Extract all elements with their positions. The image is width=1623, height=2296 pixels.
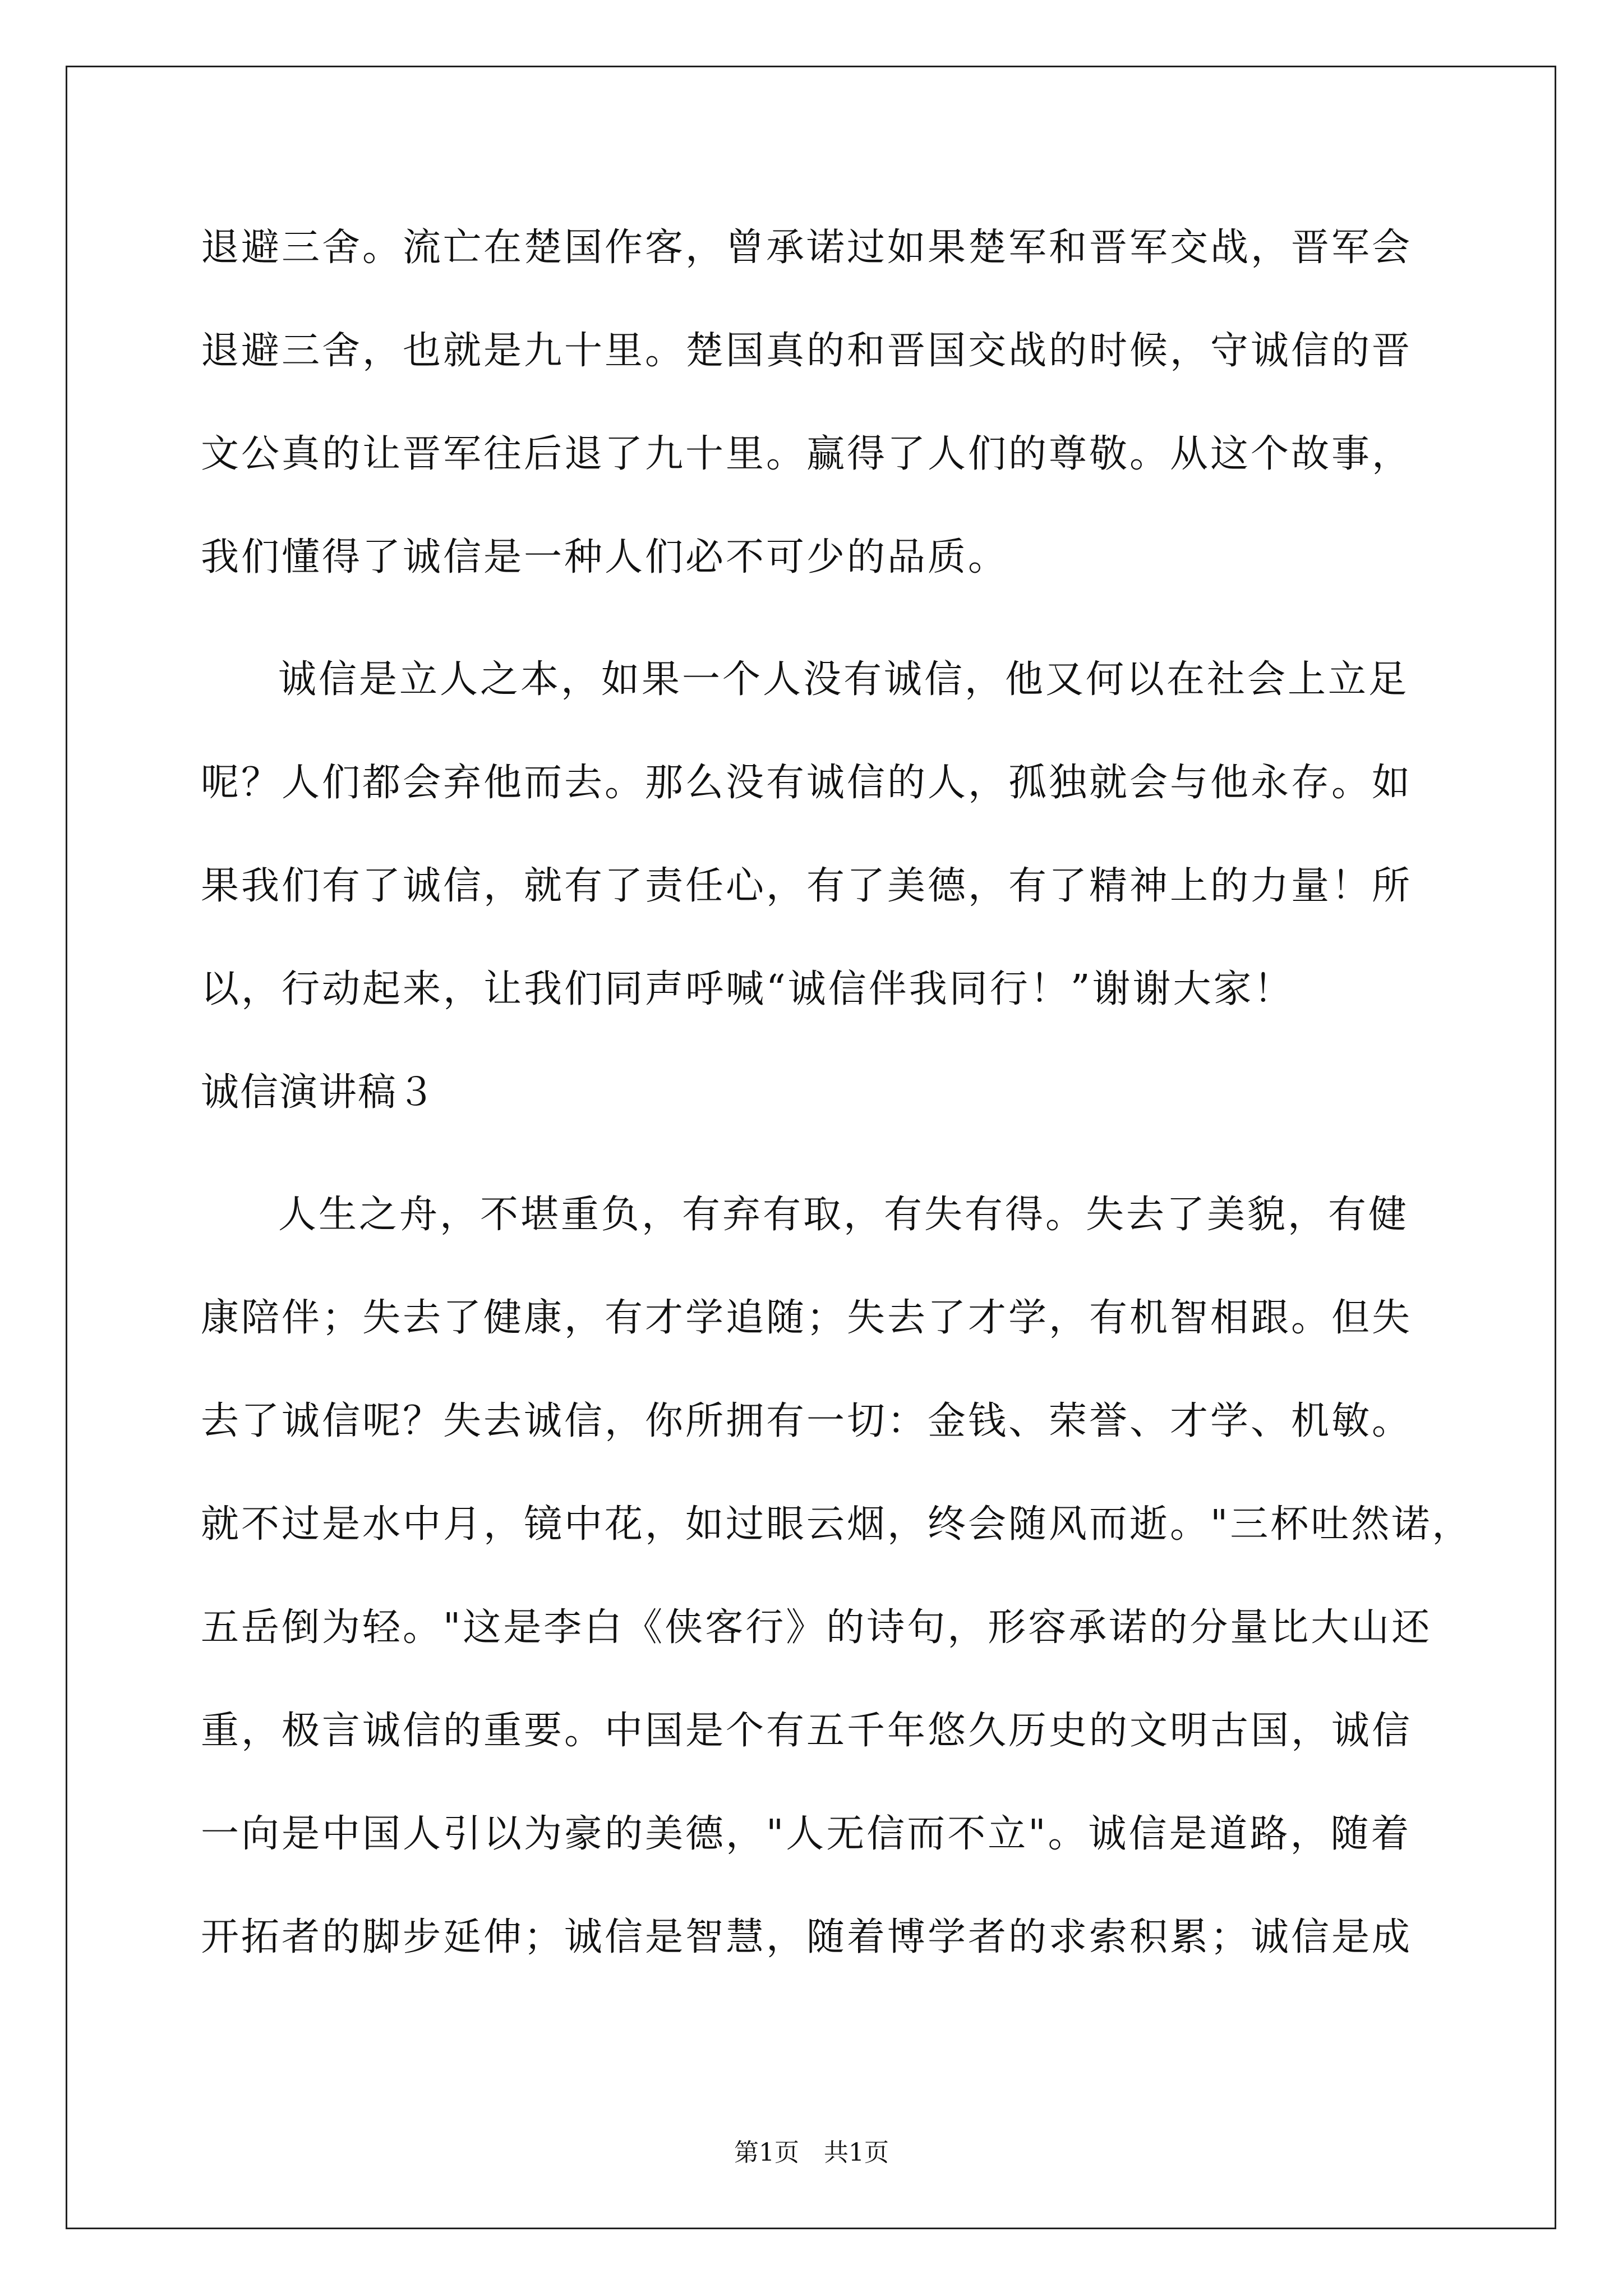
text-line: 一向是中国人引以为豪的美德，"人无信而不立"。诚信是道路，随着 — [201, 1812, 1412, 1856]
text-line: 去了诚信呢？失去诚信，你所拥有一切：金钱、荣誉、才学、机敏。 — [201, 1399, 1413, 1443]
text-line: 重，极言诚信的重要。中国是个有五千年悠久历史的文明古国，诚信 — [201, 1709, 1413, 1753]
text-line: 我们懂得了诚信是一种人们必不可少的品质。 — [201, 535, 1009, 579]
text-line: 就不过是水中月，镜中花，如过眼云烟，终会随风而逝。"三杯吐然诺， — [201, 1502, 1473, 1547]
text-line: 开拓者的脚步延伸；诚信是智慧，随着博学者的求索积累；诚信是成 — [201, 1915, 1413, 1959]
text-line: 呢？人们都会弃他而去。那么没有诚信的人，孤独就会与他永存。如 — [201, 761, 1413, 805]
paragraph-start-line: 人生之舟，不堪重负，有弃有取，有失有得。失去了美貌，有健 — [278, 1193, 1409, 1237]
section-heading: 诚信演讲稿３ — [201, 1070, 437, 1115]
page-border — [66, 66, 1556, 2229]
text-line: 退避三舍。流亡在楚国作客，曾承诺过如果楚军和晋军交战，晋军会 — [201, 226, 1413, 270]
text-line: 康陪伴；失去了健康，有才学追随；失去了才学，有机智相跟。但失 — [201, 1296, 1413, 1340]
text-line: 五岳倒为轻。"这是李白《侠客行》的诗句，形容承诺的分量比大山还 — [201, 1605, 1432, 1650]
page-number: 第1页 共1页 — [734, 2138, 889, 2167]
text-line: 文公真的让晋军往后退了九十里。赢得了人们的尊敬。从这个故事， — [201, 432, 1413, 476]
paragraph-start-line: 诚信是立人之本，如果一个人没有诚信，他又何以在社会上立足 — [278, 657, 1409, 702]
text-line: 以，行动起来，让我们同声呼喊“诚信伴我同行！”谢谢大家！ — [201, 967, 1294, 1011]
text-line: 果我们有了诚信，就有了责任心，有了美德，有了精神上的力量！所 — [201, 864, 1413, 908]
text-line: 退避三舍，也就是九十里。楚国真的和晋国交战的时候，守诚信的晋 — [201, 329, 1413, 373]
